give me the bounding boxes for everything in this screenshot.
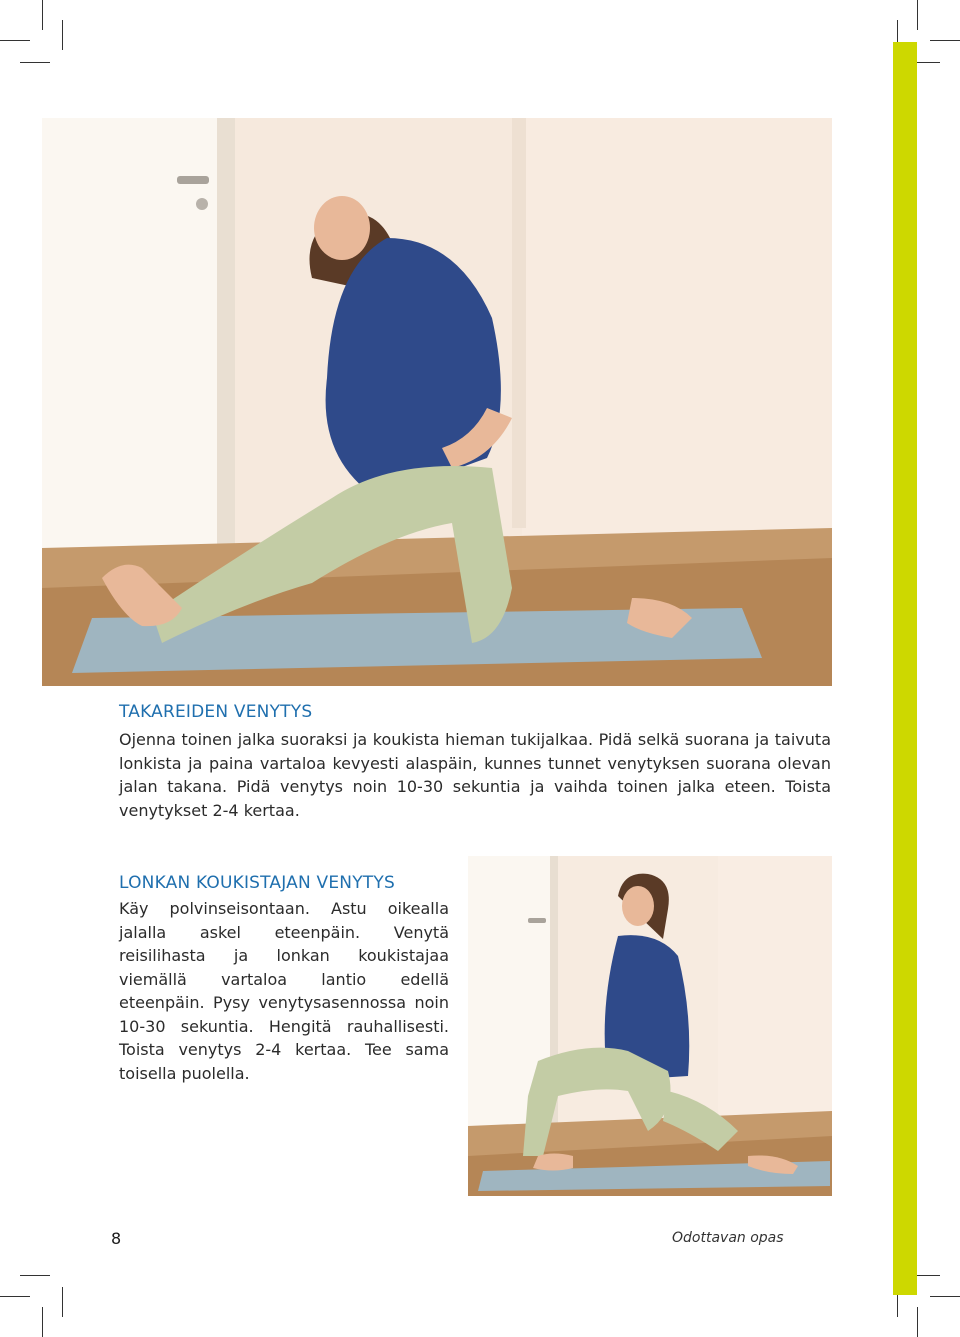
crop-mark bbox=[62, 20, 63, 50]
crop-mark bbox=[930, 1296, 960, 1297]
crop-mark bbox=[930, 40, 960, 41]
photo-hip-flexor-stretch bbox=[468, 856, 832, 1196]
crop-mark bbox=[62, 1287, 63, 1317]
crop-mark bbox=[42, 0, 43, 30]
section-heading-hip-flexor: LONKAN KOUKISTAJAN VENYTYS bbox=[119, 873, 395, 893]
photo-hamstring-stretch bbox=[42, 118, 832, 686]
crop-mark bbox=[917, 0, 918, 30]
crop-mark bbox=[20, 62, 50, 63]
crop-mark bbox=[42, 1307, 43, 1337]
section-heading-hamstring: TAKAREIDEN VENYTYS bbox=[119, 702, 313, 722]
crop-mark bbox=[917, 1307, 918, 1337]
page-number: 8 bbox=[111, 1229, 122, 1248]
publication-title: Odottavan opas bbox=[672, 1230, 784, 1246]
section-text-hip-flexor: Käy polvinseisontaan. Astu oikealla jalalla askel eteenpäin. Venytä reisilihasta ja lonkan koukistajaa viemällä vartaloa lantio edellä eteenpäin. Pysy venytysasennossa noin 10-30 sekuntia. Hengitä rauhallisesti. Toista venytys 2-4 kertaa. Tee sama toisella puolella. bbox=[119, 899, 449, 1083]
accent-stripe bbox=[893, 42, 917, 1295]
crop-mark bbox=[0, 40, 30, 41]
crop-mark bbox=[0, 1296, 30, 1297]
section-text-hamstring: Ojenna toinen jalka suoraksi ja koukista hieman tukijalkaa. Pidä selkä suorana ja taivuta lonkista ja paina vartaloa kevyesti alaspäin, kunnes tunnet venytyksen suorana olevan jalan takana. Pidä venytys noin 10-30 sekuntia ja vaihda toinen jalka eteen. Toista venytykset 2-4 kertaa. bbox=[119, 730, 831, 820]
crop-mark bbox=[20, 1275, 50, 1276]
